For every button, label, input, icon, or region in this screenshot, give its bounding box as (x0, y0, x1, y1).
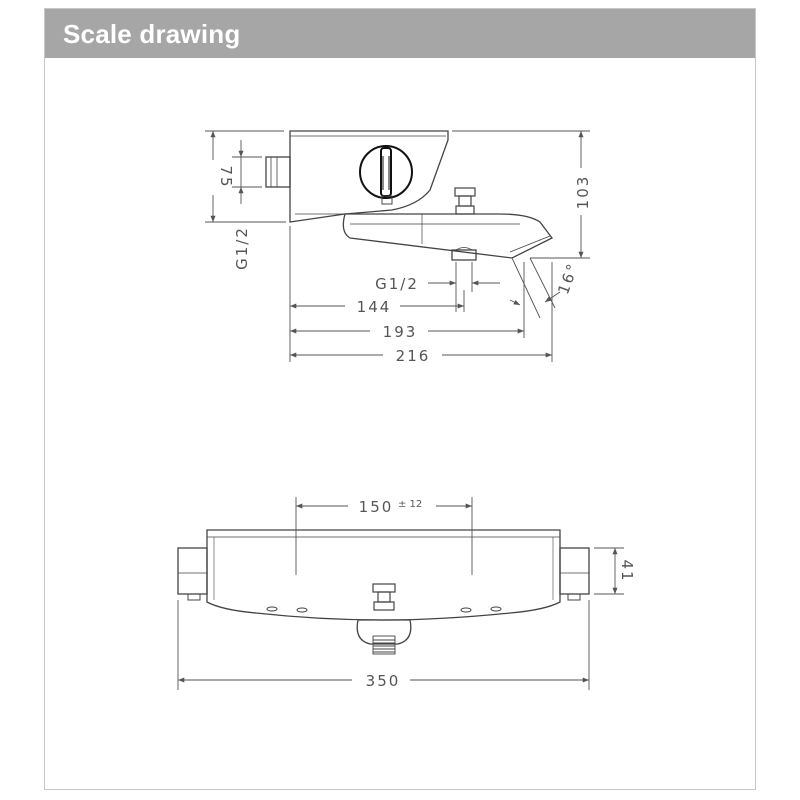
side-diverter (455, 188, 475, 214)
spout-outline (343, 214, 552, 258)
side-inlet-connector (266, 157, 290, 187)
dim-216-label: 216 (395, 347, 431, 365)
dim-103-label: 103 (574, 174, 592, 210)
page-title: Scale drawing (63, 19, 241, 49)
dim-350-label: 350 (365, 672, 401, 690)
dim-g12-bottom-label: G1/2 (375, 275, 419, 293)
front-view-dimensions (178, 497, 624, 690)
dim-16deg-label: 16° (554, 259, 583, 297)
thermostat-knob (360, 146, 412, 198)
dim-g12-left-label: G1/2 (233, 226, 251, 270)
dim-193-label: 193 (382, 323, 418, 341)
front-spout-aerator (373, 636, 395, 654)
dim-144-label: 144 (356, 298, 392, 316)
dim-75-label: 75 (217, 165, 235, 189)
front-right-connector (560, 548, 589, 594)
front-diverter (373, 584, 395, 610)
front-view (178, 530, 589, 654)
side-view (266, 131, 552, 260)
front-left-connector (178, 548, 207, 594)
dim-41-label: 41 (618, 559, 636, 583)
dim-150-label: 150 (358, 498, 394, 516)
front-body-outline (207, 530, 560, 620)
side-body-outline (290, 131, 448, 222)
dim-150-tolerance: ± 12 (398, 499, 423, 510)
